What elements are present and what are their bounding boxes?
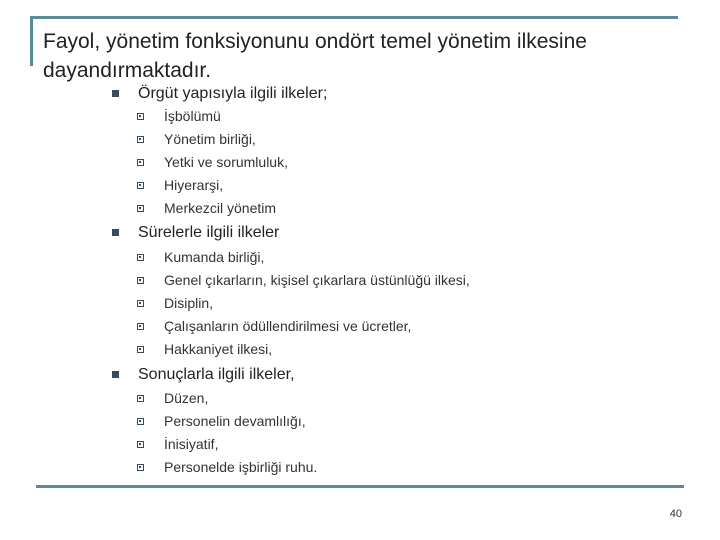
section-label: Sonuçlarla ilgili ilkeler, xyxy=(138,366,295,383)
list-item xyxy=(0,174,720,197)
list-item xyxy=(0,128,720,151)
hollow-square-bullet-icon xyxy=(137,323,144,330)
list-item-label: Çalışanların ödüllendirilmesi ve ücretler, xyxy=(164,318,412,334)
list-item xyxy=(0,338,720,361)
hollow-square-bullet-icon xyxy=(137,113,144,120)
list-item-label: Disiplin, xyxy=(164,295,214,311)
list-item xyxy=(0,410,720,433)
list-item-label: Personelin devamlılığı, xyxy=(164,413,306,429)
hollow-square-bullet-icon xyxy=(137,277,144,284)
list-item xyxy=(0,315,720,338)
hollow-square-bullet-icon xyxy=(137,346,144,353)
section-heading xyxy=(0,83,720,105)
square-bullet-icon xyxy=(112,371,119,378)
list-item xyxy=(0,456,720,479)
section-label: Örgüt yapısıyla ilgili ilkeler; xyxy=(138,85,328,102)
list-item-label: Merkezcil yönetim xyxy=(164,200,277,216)
list-item-label: İşbölümü xyxy=(164,108,221,124)
hollow-square-bullet-icon xyxy=(137,418,144,425)
square-bullet-icon xyxy=(112,229,119,236)
frame-top-rule xyxy=(30,16,678,19)
list-item-label: Hiyerarşi, xyxy=(164,177,224,193)
hollow-square-bullet-icon xyxy=(137,254,144,261)
hollow-square-bullet-icon xyxy=(137,136,144,143)
list-item-label: Yönetim birliği, xyxy=(164,131,256,147)
list-item-label: Düzen, xyxy=(164,390,209,406)
list-item xyxy=(0,105,720,128)
list-item-label: Hakkaniyet ilkesi, xyxy=(164,341,273,357)
list-item-label: Personelde işbirliği ruhu. xyxy=(164,459,318,475)
hollow-square-bullet-icon xyxy=(137,300,144,307)
list-item xyxy=(0,387,720,410)
list-item-label: İnisiyatif, xyxy=(164,436,219,452)
list-item-label: Yetki ve sorumluluk, xyxy=(164,154,288,170)
slide-title: Fayol, yönetim fonksiyonunu ondört temel yönetim ilkesine dayandırmaktadır. xyxy=(43,30,587,82)
list-item xyxy=(0,151,720,174)
list-item-label: Kumanda birliği, xyxy=(164,249,265,265)
list-item xyxy=(0,197,720,220)
square-bullet-icon xyxy=(112,90,119,97)
section-heading xyxy=(0,222,720,244)
frame-bottom-rule xyxy=(36,485,684,488)
list-item-label: Genel çıkarların, kişisel çıkarlara üstünlüğü ilkesi, xyxy=(164,272,470,288)
hollow-square-bullet-icon xyxy=(137,159,144,166)
section-label: Sürelerle ilgili ilkeler xyxy=(138,224,280,241)
hollow-square-bullet-icon xyxy=(137,205,144,212)
list-item xyxy=(0,292,720,315)
hollow-square-bullet-icon xyxy=(137,441,144,448)
page-number: 40 xyxy=(669,508,682,520)
list-item xyxy=(0,269,720,292)
list-item xyxy=(0,246,720,269)
hollow-square-bullet-icon xyxy=(137,182,144,189)
hollow-square-bullet-icon xyxy=(137,464,144,471)
frame-left-rule xyxy=(30,16,33,66)
hollow-square-bullet-icon xyxy=(137,395,144,402)
section-heading xyxy=(0,364,720,386)
list-item xyxy=(0,433,720,456)
